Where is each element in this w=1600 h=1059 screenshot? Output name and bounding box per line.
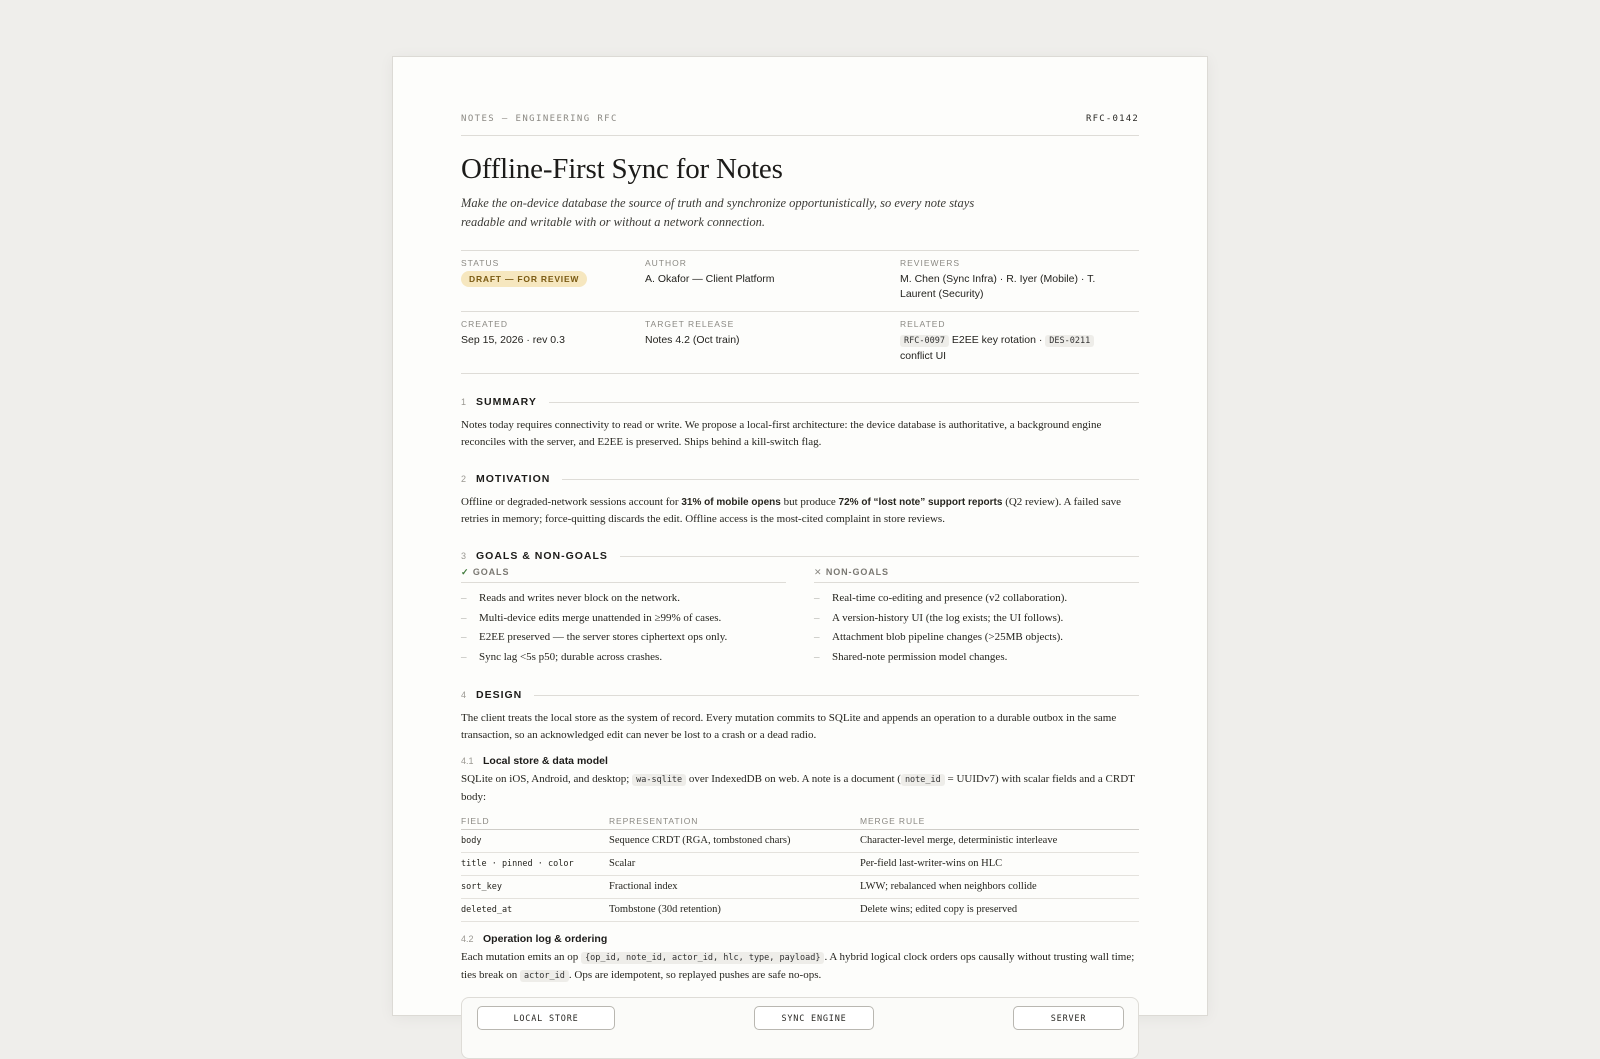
meta-value: M. Chen (Sync Infra) · R. Iyer (Mobile) · T. Laurent (Security) [900, 273, 1096, 300]
goal-text: E2EE preserved — the server stores ciphertext ops only. [479, 631, 728, 643]
goals-heading [461, 567, 786, 583]
section-title: MOTIVATION [476, 473, 551, 485]
merge-rule-cell: Per-field last-writer-wins on HLC [860, 853, 1139, 876]
field-cell: body [461, 830, 609, 853]
section-heading-summary [461, 396, 1139, 408]
meta-label: AUTHOR [645, 258, 687, 268]
stat-highlight: 72% of “lost note” support reports [838, 497, 1003, 508]
dash-icon: – [814, 611, 820, 624]
metadata-row [461, 251, 1139, 312]
subsection-number: 4.2 [461, 934, 474, 944]
section-rule [549, 402, 1139, 403]
check-icon: ✓ [461, 567, 470, 577]
representation-cell: Sequence CRDT (RGA, tombstoned chars) [609, 830, 860, 853]
list-item [814, 609, 1139, 629]
meta-status [461, 258, 645, 302]
section-title: DESIGN [476, 689, 523, 701]
nongoals-heading [814, 567, 1139, 583]
section-title: SUMMARY [476, 396, 537, 408]
representation-cell: Fractional index [609, 876, 860, 899]
list-item [814, 628, 1139, 648]
section-heading-goals [461, 550, 1139, 562]
summary-paragraph: Notes today requires connectivity to read or write. We propose a local-first architecture: the device database is authoritative, a background engine reconciles with the server, and E2EE is preserved. Ships behind a kill-switch flag. [461, 419, 1102, 448]
metadata-table [461, 250, 1139, 374]
meta-label: TARGET RELEASE [645, 319, 735, 329]
inline-code: {op_id, note_id, actor_id, hlc, type, payload} [581, 952, 824, 964]
text-run: SQLite on iOS, Android, and desktop; [461, 773, 633, 785]
meta-created [461, 319, 645, 364]
text-run: = UUIDv7) with scalar fields and a CRDT body: [461, 773, 1135, 803]
inline-code: wa-sqlite [632, 774, 686, 786]
related-text: E2EE key rotation · [948, 334, 1046, 346]
field-cell: title · pinned · color [461, 853, 609, 876]
text-run: Offline or degraded-network sessions account for [461, 496, 682, 508]
subsection-title: Local store & data model [483, 755, 608, 767]
table-row [461, 853, 1139, 876]
goals-list [461, 589, 786, 667]
section-rule [620, 556, 1139, 557]
column-header: REPRESENTATION [609, 816, 860, 830]
text-run: but produce [780, 496, 839, 508]
meta-label: REVIEWERS [900, 258, 961, 268]
meta-related [900, 319, 1110, 364]
diagram-node-local-store: LOCAL STORE [477, 1006, 615, 1030]
text-run: over IndexedDB on web. A note is a document ( [686, 773, 901, 785]
dash-icon: – [814, 592, 820, 604]
status-badge: DRAFT — FOR REVIEW [461, 271, 587, 287]
nongoals-label: NON-GOALS [825, 567, 889, 577]
nongoal-text: Real-time co-editing and presence (v2 collaboration). [832, 592, 1068, 604]
field-cell: deleted_at [461, 899, 609, 922]
cross-icon: ✕ [814, 567, 823, 577]
nongoal-text: Attachment blob pipeline changes (>25MB objects). [832, 631, 1064, 643]
section-number: 4 [461, 690, 467, 700]
dash-icon: – [814, 631, 820, 643]
motivation-paragraph [461, 494, 1139, 528]
text-run: Each mutation emits an op [461, 951, 582, 963]
dash-icon: – [814, 650, 820, 663]
list-item [814, 589, 1139, 609]
representation-cell: Scalar [609, 853, 860, 876]
document-id: RFC-0142 [1086, 114, 1139, 124]
goal-text: Sync lag <5s p50; durable across crashes. [479, 650, 663, 663]
section-rule [562, 479, 1139, 480]
inline-code: note_id [901, 774, 945, 786]
section-number: 2 [461, 474, 467, 484]
diagram-node-sync-engine: SYNC ENGINE [754, 1006, 874, 1030]
stat-highlight: 31% of mobile opens [681, 497, 781, 508]
meta-label: CREATED [461, 319, 508, 329]
nongoals-list [814, 589, 1139, 667]
dash-icon: – [461, 631, 467, 643]
dash-icon: – [461, 650, 467, 663]
merge-rule-cell: Delete wins; edited copy is preserved [860, 899, 1139, 922]
goals-nongoals [461, 567, 1139, 667]
column-header: MERGE RULE [860, 816, 1139, 830]
list-item [461, 628, 786, 648]
data-model-table [461, 816, 1139, 922]
goal-text: Reads and writes never block on the network. [479, 592, 680, 604]
related-link-rfc[interactable]: RFC-0097 [900, 335, 949, 347]
table-header-row [461, 816, 1139, 830]
meta-label: RELATED [900, 319, 946, 329]
text-run: . A hybrid logical clock orders ops causally without trusting wall time; ties break on [461, 951, 1135, 981]
goal-text: Multi-device edits merge unattended in ≥99% of cases. [479, 611, 722, 624]
metadata-row [461, 312, 1139, 374]
nongoals-column [814, 567, 1139, 667]
document-header [461, 57, 1139, 136]
related-text: conflict UI [900, 350, 947, 362]
nongoal-text: Shared-note permission model changes. [832, 650, 1008, 663]
text-run: . Ops are idempotent, so replayed pushes are safe no-ops. [568, 969, 822, 981]
merge-rule-cell: LWW; rebalanced when neighbors collide [860, 876, 1139, 899]
diagram-node-server: SERVER [1013, 1006, 1124, 1030]
section-number: 1 [461, 397, 467, 407]
meta-label: STATUS [461, 258, 500, 268]
nongoal-text: A version-history UI (the log exists; the UI follows). [832, 611, 1064, 624]
dash-icon: – [461, 611, 467, 624]
subsection-number: 4.1 [461, 756, 474, 766]
related-link-des[interactable]: DES-0211 [1045, 335, 1094, 347]
meta-author [645, 258, 900, 302]
page-title: Offline-First Sync for Notes [461, 153, 783, 185]
page-subtitle: Make the on-device database the source of truth and synchronize opportunistically, so every note stays readable and writable with or without a network connection. [461, 196, 975, 229]
list-item [461, 648, 786, 668]
section-number: 3 [461, 551, 467, 561]
sync-architecture-diagram [461, 997, 1139, 1059]
dash-icon: – [461, 592, 467, 604]
subsection-title: Operation log & ordering [483, 933, 608, 945]
meta-value: Notes 4.2 (Oct train) [645, 334, 740, 346]
table-row [461, 899, 1139, 922]
list-item [461, 589, 786, 609]
goals-column [461, 567, 786, 667]
meta-reviewers [900, 258, 1110, 302]
table-row [461, 876, 1139, 899]
representation-cell: Tombstone (30d retention) [609, 899, 860, 922]
document-kicker: NOTES — ENGINEERING RFC [461, 114, 618, 124]
document-body [461, 57, 1139, 1059]
meta-value: Sep 15, 2026 · rev 0.3 [461, 334, 565, 346]
table-row [461, 830, 1139, 853]
oplog-paragraph [461, 949, 1139, 985]
merge-rule-cell: Character-level merge, deterministic interleave [860, 830, 1139, 853]
section-rule [534, 695, 1139, 696]
meta-target-release [645, 319, 900, 364]
subsection-heading-local-store [461, 755, 1139, 767]
rfc-document-page [392, 56, 1208, 1024]
subsection-heading-oplog [461, 933, 1139, 945]
goals-label: GOALS [472, 567, 510, 577]
section-heading-design [461, 689, 1139, 701]
design-paragraph: The client treats the local store as the system of record. Every mutation commits to SQLite and appends an operation to a durable outbox in the same transaction, so an acknowledged edit can never be lost to a crash or a dead radio. [461, 712, 1117, 741]
local-store-paragraph [461, 771, 1139, 806]
field-cell: sort_key [461, 876, 609, 899]
meta-value [900, 333, 1110, 364]
section-heading-motivation [461, 473, 1139, 485]
inline-code: actor_id [520, 970, 569, 982]
text-run: (Q2 review). A failed save retries in memory; force-quitting discards the edit. Offline access is the most-cited complaint in store reviews. [461, 496, 1121, 525]
list-item [461, 609, 786, 629]
section-title: GOALS & NON-GOALS [476, 550, 608, 562]
meta-value: A. Okafor — Client Platform [645, 273, 775, 285]
column-header: FIELD [461, 816, 609, 830]
list-item [814, 648, 1139, 668]
